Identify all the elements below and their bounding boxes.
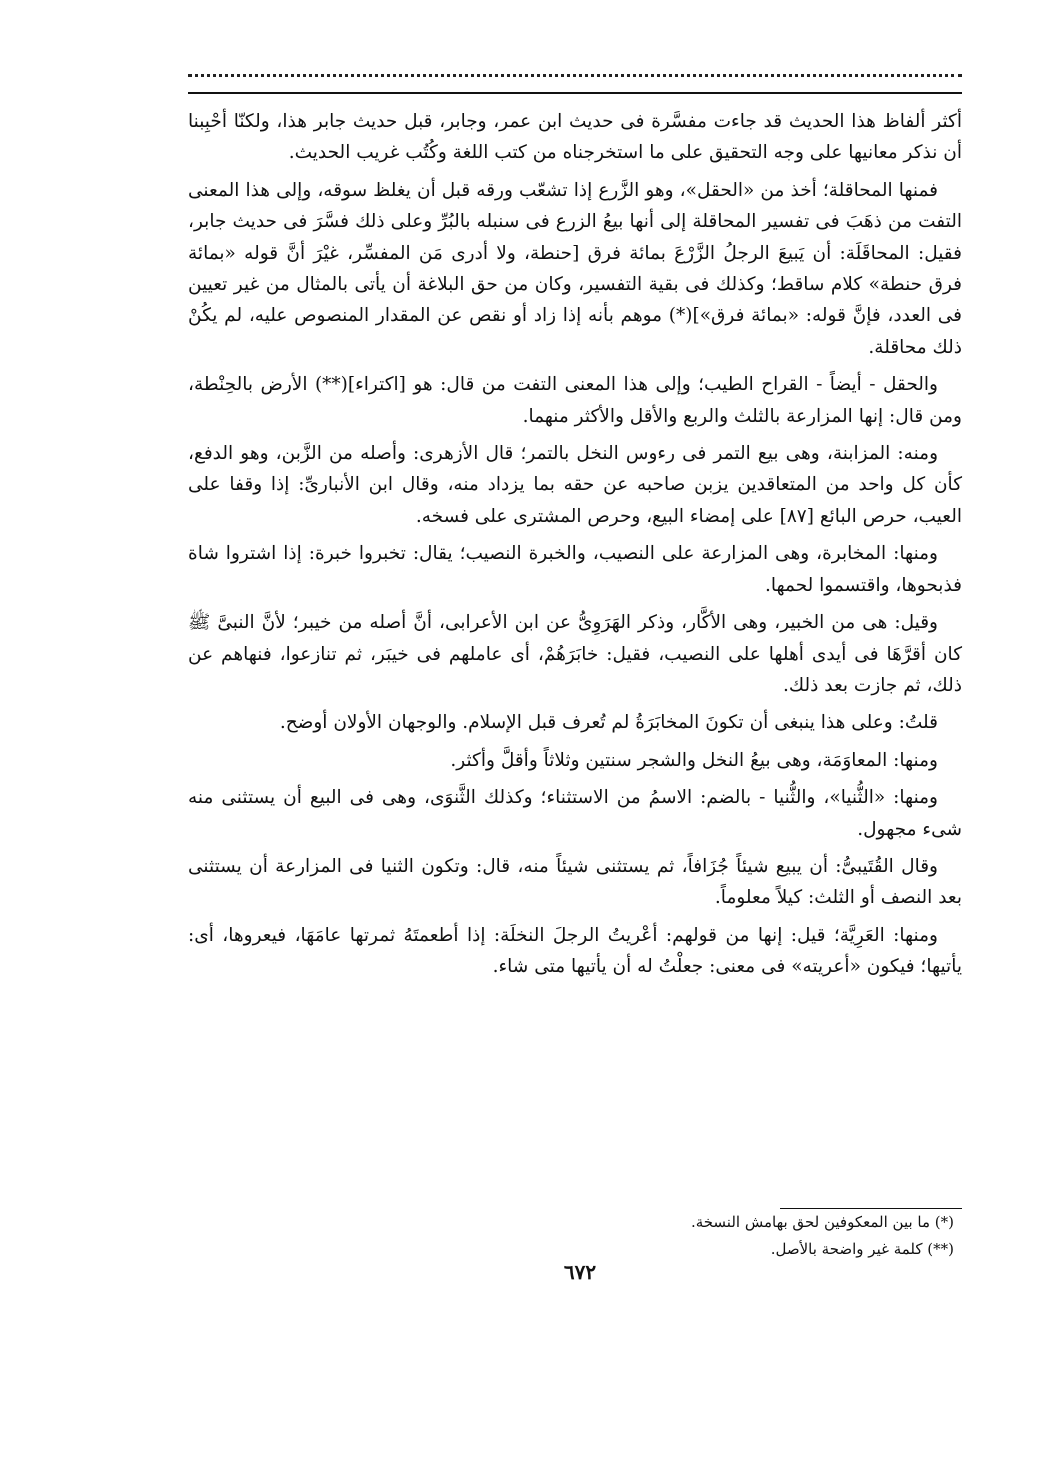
paragraph: ومنها: العَرِيَّة؛ قيل: إنها من قولهم: أعْريتُ الرجلَ النخلَة: إذا أطعمتَهُ ثمرتها عامَهَا، فيعروها، أى: يأتيها؛ فيكون «أعريته» فى معنى: جعلْتُ له أن يأتيها متى شاء. [188,924,962,978]
page-number: ٦٧٢ [563,1260,597,1284]
paragraph: أكثر ألفاظ هذا الحديث قد جاءت مفسَّرة فى حديث ابن عمر، وجابر، قبل حديث جابر هذا، ولكنّا أحْبِبنا أن نذكر معانيها على وجه التحقيق على ما استخرجناه من كتب اللغة وكُتُب غريب الحديث. [188,111,962,164]
paragraph: والحقل - أيضاً - القراح الطيب؛ وإلى هذا المعنى التفت من قال: هو [اكتراء](**) الأرض بالحِنْطة، ومن قال: إنها المزارعة بالثلث والربع والأقل والأكثر منهما. [188,374,962,427]
main-text [188,106,962,989]
paragraph: ومنها: المخابرة، وهى المزارعة على النصيب، والخبرة النصيب؛ يقال: تخبروا خبرة: إذا اشتروا شاة فذبحوها، واقتسموا لحمها. [188,543,962,596]
paragraph: وقيل: هى من الخبير، وهى الأكَّار، وذكر الهَرَوِىُّ عن ابن الأعرابى، أنَّ أصله من خيبر؛ لأنَّ النبىَّ ﷺ كان أقرَّهَا فى أيدى أهلها على النصيب، فقيل: خابَرَهُمْ، أى عاملهم فى خيبَر، ثم تنازعوا، فنهاهم عن ذلك، ثم جازت بعد ذلك. [188,612,962,696]
paragraph: ومنه: المزابنة، وهى بيع التمر فى رءوس النخل بالتمر؛ قال الأزهرى: وأصله من الزَّبن، وهو الدفع، كأن كل واحد من المتعاقدين يزبن صاحبه عن حقه بما يزداد منه، وقال ابن الأنبارىِّ: إذا وقفا على العيب، حرص البائع [٨٧] على إمضاء البيع، وحرص المشترى على فسخه. [188,443,962,527]
footnotes [188,1209,954,1263]
header-solid-rule [188,92,962,94]
paragraph: قلتُ: وعلى هذا ينبغى أن تكونَ المخابَرَةُ لم تُعرف قبل الإسلام. والوجهان الأولان أوضح. [279,712,938,734]
paragraph: فمنها المحاقلة؛ أخذ من «الحقل»، وهو الزَّرع إذا تشعّب ورقه قبل أن يغلظ سوقه، وإلى هذا المعنى التفت من ذهَبَ فى تفسير المحاقلة إلى أنها بيعُ الزرع فى سنبله بالبُرِّ وعلى ذلك فسَّرَ فى حديث جابر، فقيل: المحاقَلَة: أن يَبيعَ الرجلُ الزَّرْعَ بمائة فرق [حنطة، ولا أدرى مَن المفسِّر، غيْرَ أنَّ قوله «بمائة فرق حنطة» كلام ساقط؛ وكذلك فى بقية التفسير، وكان من حق البلاغة أن يأتى بالمثال من غير تعيين فى العدد، فإنَّ قوله: «بمائة فرق»](*) موهم بأنه إذا زاد أو نقص عن المقدار المنصوص عليه، لم يكُنْ ذلك محاقلة. [188,179,962,358]
paragraph: ومنها: «الثُّنيا»، والثُّنيا - بالضم: الاسمُ من الاستثناء؛ وكذلك الثَّنوَى، وهى فى البيع أن يستثنى منه شىء مجهول. [188,787,962,840]
footnote: (**) كلمة غير واضحة بالأصل. [770,1240,954,1258]
paragraph: وقال القُتَيبىُّ: أن يبيع شيئاً جُزَافاً، ثم يستثنى شيئاً منه، قال: وتكون الثنيا فى المزارعة أن يستثنى بعد النصف أو الثلث: كيلاً معلوماً. [188,855,962,909]
header-dotted-rule [188,74,962,77]
footnote: (*) ما بين المعكوفين لحق بهامش النسخة. [690,1213,954,1231]
paragraph: ومنها: المعاوَمَة، وهى بيعُ النخل والشجر سنتين وثلاثاً وأقلَّ وأكثر. [450,749,938,771]
